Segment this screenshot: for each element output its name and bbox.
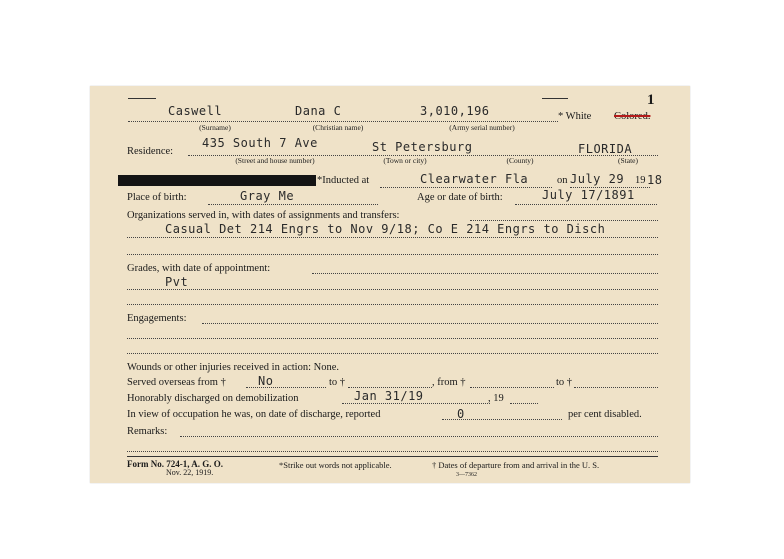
label-surname: (Surname) — [199, 123, 231, 132]
discharge-date-line — [342, 403, 490, 404]
strike-note: *Strike out words not applicable. — [279, 460, 392, 470]
overseas-to2-label: to † — [556, 377, 573, 388]
overseas-to2-line — [574, 387, 658, 388]
remarks-line-1 — [180, 436, 658, 437]
organizations-line-3 — [127, 254, 658, 255]
inducted-place-value: Clearwater Fla — [420, 172, 529, 186]
redacted-enlisted-text — [118, 175, 316, 186]
discharged-label: Honorably discharged on demobilization — [127, 393, 299, 404]
birth-date-line — [515, 204, 657, 205]
disabled-line — [442, 419, 562, 420]
label-state: (State) — [618, 156, 638, 165]
inducted-label: *Inducted at — [317, 175, 370, 186]
overseas-from2-label: , from † — [432, 377, 466, 388]
label-town: (Town or city) — [383, 156, 427, 165]
discharge-date-value: Jan 31/19 — [354, 389, 424, 403]
overseas-from2-line — [470, 387, 554, 388]
birth-place-value: Gray Me — [240, 189, 295, 203]
corner-mark — [542, 98, 568, 99]
birth-date-value: July 17/1891 — [542, 188, 635, 202]
discharge-year-label: , 19 — [488, 393, 504, 404]
overseas-value: No — [258, 374, 274, 388]
organizations-line-1 — [470, 220, 658, 221]
birth-place-line — [208, 204, 378, 205]
age-label: Age or date of birth: — [417, 192, 503, 203]
organizations-value: Casual Det 214 Engrs to Nov 9/18; Co E 214 Engrs to Disch — [165, 222, 606, 236]
engagements-label: Engagements: — [127, 313, 187, 324]
name-line — [128, 121, 558, 122]
state-value: FLORIDA — [578, 142, 633, 156]
year-prefix: 19 — [635, 175, 646, 186]
overseas-label: Served overseas from † — [127, 377, 226, 388]
form-date: Nov. 22, 1919. — [166, 468, 214, 477]
inducted-year-value: 18 — [647, 173, 663, 187]
remarks-label: Remarks: — [127, 426, 168, 437]
residence-label: Residence: — [127, 146, 174, 157]
card-number: 1 — [647, 92, 655, 108]
label-county: (County) — [506, 156, 534, 165]
discharge-year-line — [510, 403, 538, 404]
grades-line-3 — [127, 304, 658, 305]
footer-rule — [127, 456, 658, 457]
dates-note: † Dates of departure from and arrival in the U. S. — [432, 460, 600, 470]
town-value: St Petersburg — [372, 140, 473, 154]
service-record-card — [90, 86, 690, 483]
label-christian-name: (Christian name) — [312, 123, 364, 132]
grades-line-1 — [312, 273, 658, 274]
inducted-date-value: July 29 — [570, 172, 625, 186]
race-white: * White — [558, 111, 592, 122]
occupation-label: In view of occupation he was, on date of discharge, reported — [127, 409, 381, 420]
print-code: 3—7362 — [456, 472, 477, 478]
disabled-label: per cent disabled. — [568, 409, 642, 420]
grades-line-2 — [127, 289, 658, 290]
christian-name-value: Dana C — [295, 104, 342, 118]
serial-number-value: 3,010,196 — [420, 104, 490, 118]
overseas-to-label: to † — [329, 377, 346, 388]
race-colored: Colored. — [614, 111, 651, 122]
corner-mark — [128, 98, 156, 99]
on-label: on — [557, 175, 568, 186]
engagements-line-2 — [127, 338, 658, 339]
grades-value: Pvt — [165, 275, 189, 289]
surname-value: Caswell — [168, 104, 223, 118]
remarks-line-2 — [127, 451, 658, 452]
birth-place-label: Place of birth: — [127, 192, 187, 203]
street-value: 435 South 7 Ave — [202, 136, 318, 150]
organizations-label: Organizations served in, with dates of assignments and transfers: — [127, 210, 400, 221]
organizations-line-2 — [127, 237, 658, 238]
grades-label: Grades, with date of appointment: — [127, 263, 271, 274]
engagements-line-1 — [202, 323, 658, 324]
overseas-from-line — [246, 387, 326, 388]
disabled-value: 0 — [457, 407, 465, 421]
label-serial-number: (Army serial number) — [449, 123, 515, 132]
form-number: Form No. 724-1, A. G. O. — [127, 459, 223, 469]
engagements-line-3 — [127, 353, 658, 354]
inducted-line — [380, 187, 552, 188]
label-street: (Street and house number) — [235, 156, 315, 165]
overseas-to-line — [348, 387, 432, 388]
wounds-label: Wounds or other injuries received in action: None. — [127, 362, 340, 373]
